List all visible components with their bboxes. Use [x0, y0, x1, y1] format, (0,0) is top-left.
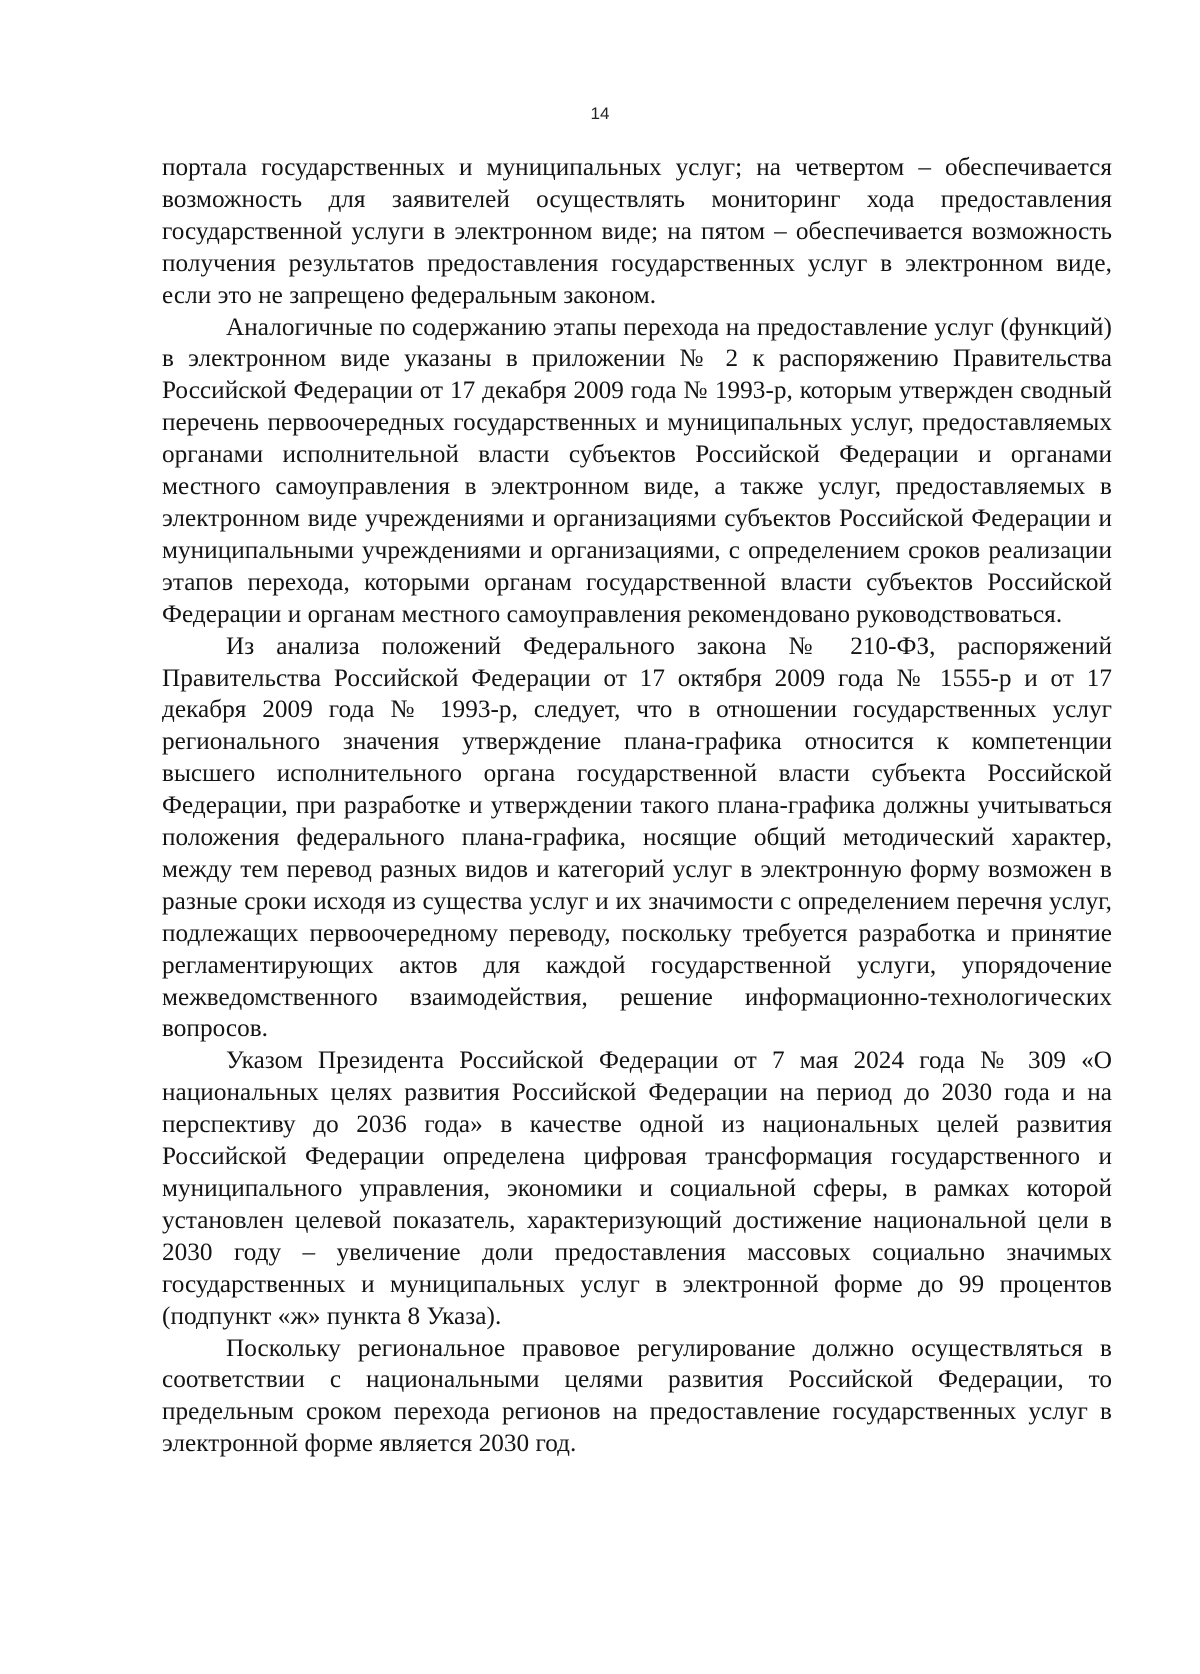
document-body: [162, 152, 1112, 1460]
paragraph: Указом Президента Российской Федерации от 7 мая 2024 года № 309 «О национальных целях развития Российской Федерации на период до 2030 года и на перспективу до 2036 года» в качестве одной из национальных целей развития Российской Федерации определена цифровая трансформация государственного и муниципального управления, экономики и социальной сферы, в рамках которой установлен целевой показатель, характеризующий достижение национальной цели в 2030 году – увеличение доли предоставления массовых социально значимых государственных и муниципальных услуг в электронной форме до 99 процентов (подпункт «ж» пункта 8 Указа).: [162, 1047, 1112, 1330]
page-number: 14: [590, 104, 610, 123]
paragraph: Поскольку региональное правовое регулирование должно осуществляться в соответствии с национальными целями развития Российской Федерации, то предельным сроком перехода регионов на предоставление государственных услуг в электронной форме является 2030 год.: [162, 1334, 1112, 1458]
paragraph: Аналогичные по содержанию этапы перехода на предоставление услуг (функций) в электронном виде указаны в приложении № 2 к распоряжению Правительства Российской Федерации от 17 декабря 2009 года № 1993-р, которым утвержден сводный перечень первоочередных государственных и муниципальных услуг, предоставляемых органами исполнительной власти субъектов Российской Федерации и органами местного самоуправления в электронном виде, а также услуг, предоставляемых в электронном виде учреждениями и организациями субъектов Российской Федерации и муниципальными учреждениями и организациями, с определением сроков реализации этапов перехода, которыми органам государственной власти субъектов Российской Федерации и органам местного самоуправления рекомендовано руководствоваться.: [162, 313, 1112, 628]
paragraph: портала государственных и муниципальных услуг; на четвертом – обеспечивается возможность для заявителей осуществлять мониторинг хода предоставления государственной услуги в электронном виде; на пятом – обеспечивается возможность получения результатов предоставления государственных услуг в электронном виде, если это не запрещено федеральным законом.: [162, 154, 1112, 309]
paragraph: Из анализа положений Федерального закона № 210-ФЗ, распоряжений Правительства Российской Федерации от 17 октября 2009 года № 1555-р и от 17 декабря 2009 года № 1993-р, следует, что в отношении государственных услуг регионального значения утверждение плана-графика относится к компетенции высшего исполнительного органа государственной власти субъекта Российской Федерации, при разработке и утверждении такого плана-графика должны учитываться положения федерального плана-графика, носящие общий методический характер, между тем перевод разных видов и категорий услуг в электронную форму возможен в разные сроки исходя из существа услуг и их значимости с определением перечня услуг, подлежащих первоочередному переводу, поскольку требуется разработка и принятие регламентирующих актов для каждой государственной услуги, упорядочение межведомственного взаимодействия, решение информационно-технологических вопросов.: [162, 632, 1112, 1043]
